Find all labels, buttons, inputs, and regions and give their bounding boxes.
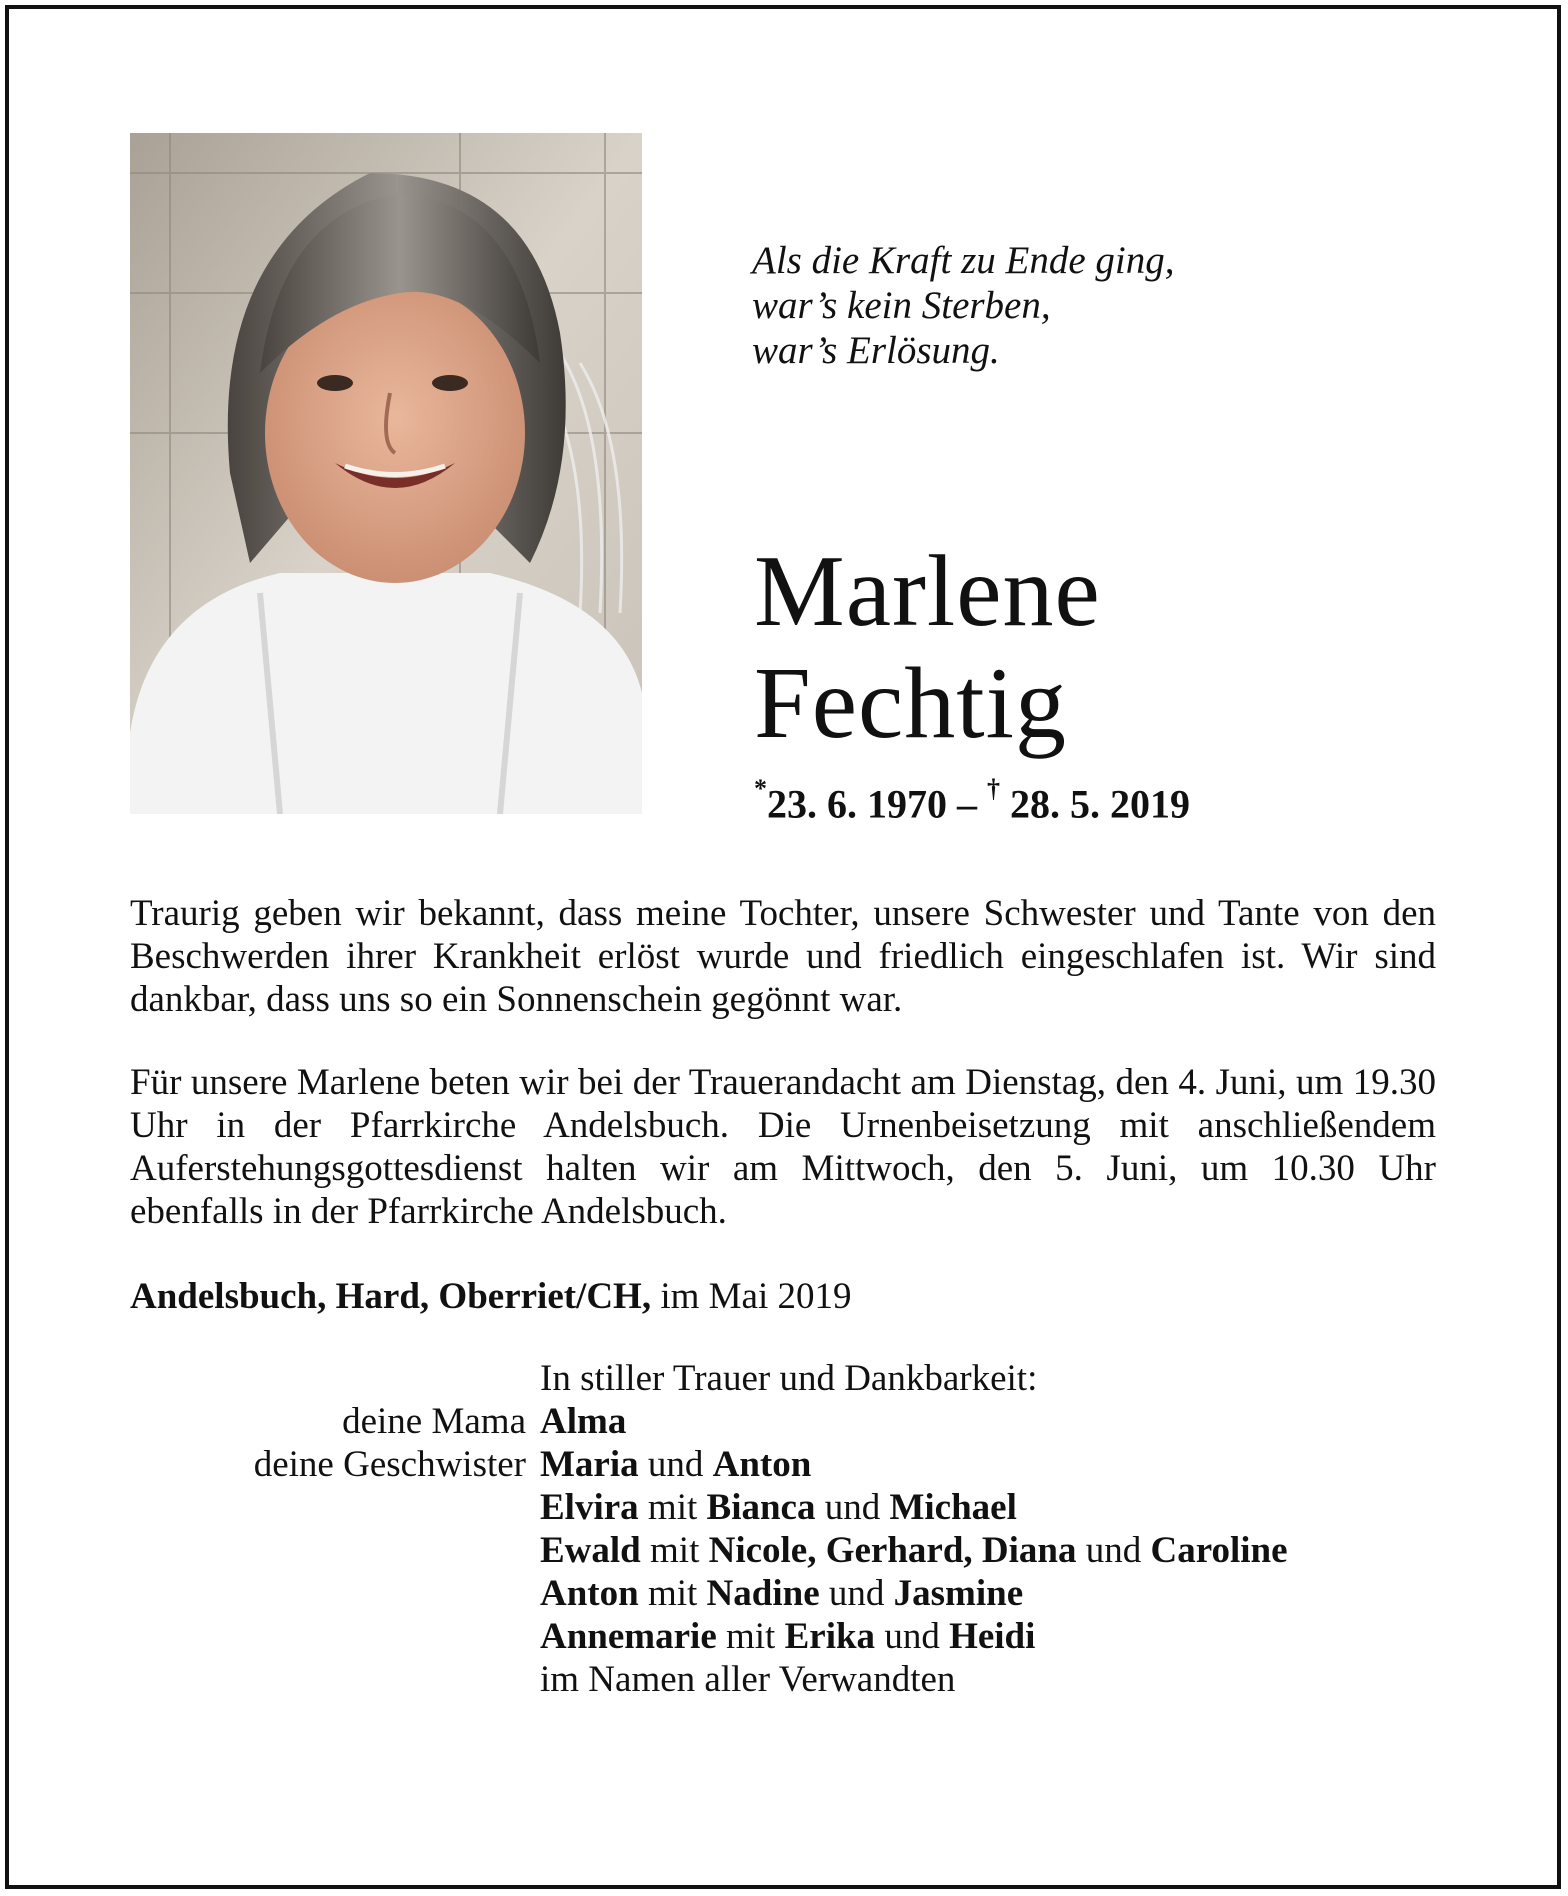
mourner-row: Anton mit Nadine und Jasmine — [540, 1573, 1024, 1614]
mourner-row: Annemarie mit Erika und Heidi — [540, 1616, 1036, 1657]
mourners-heading: In stiller Trauer und Dankbarkeit: — [540, 1358, 1038, 1399]
announcement-paragraph: Traurig geben wir bekannt, dass meine Tochter, unsere Schwester und Tante von den Beschwerden ihrer Krankheit erlöst wurde und friedlich eingeschlafen ist. Wir sind dankbar, dass uns so ein Sonnenschein gegönnt war. — [130, 893, 1436, 1020]
death-symbol: † — [987, 774, 1000, 803]
mourner-row: Ewald mit Nicole, Gerhard, Diana und Caroline — [540, 1530, 1288, 1571]
poem-line: Als die Kraft zu Ende ging, — [752, 239, 1175, 282]
locations: Andelsbuch, Hard, Oberriet/CH, — [130, 1276, 652, 1317]
life-dates — [754, 774, 1190, 827]
poem — [752, 238, 1252, 373]
first-name: Marlene — [754, 535, 1101, 648]
mourner-row: Elvira mit Bianca und Michael — [540, 1487, 1017, 1528]
death-date: 28. 5. 2019 — [1000, 781, 1190, 827]
service-paragraph: Für unsere Marlene beten wir bei der Trauerandacht am Dienstag, den 4. Juni, um 19.30 Uhr in der Pfarrkirche Andelsbuch. Die Urnenbeisetzung mit anschließendem Auferstehungsgottesdienst halten wir am Mittwoch, den 5. Juni, um 10.30 Uhr ebenfalls in der Pfarrkirche Andelsbuch. — [130, 1062, 1436, 1232]
birth-date: 23. 6. 1970 — [767, 781, 947, 827]
closing-line: im Namen aller Verwandten — [540, 1659, 956, 1700]
mourners-list — [130, 1357, 1450, 1701]
portrait-photo — [130, 133, 642, 814]
deceased-name — [754, 536, 1101, 760]
place-date: im Mai 2019 — [651, 1276, 852, 1317]
last-name: Fechtig — [754, 647, 1067, 760]
poem-line: war’s kein Sterben, — [752, 284, 1051, 327]
mama-label: deine Mama — [342, 1401, 526, 1442]
birth-symbol: * — [754, 774, 767, 803]
mama-name: Alma — [540, 1401, 627, 1442]
poem-line: war’s Erlösung. — [752, 329, 1000, 372]
mourner-row: Maria und Anton — [540, 1444, 812, 1485]
siblings-label: deine Geschwister — [253, 1444, 526, 1485]
date-dash: – — [947, 781, 987, 827]
place-and-date — [130, 1275, 852, 1318]
